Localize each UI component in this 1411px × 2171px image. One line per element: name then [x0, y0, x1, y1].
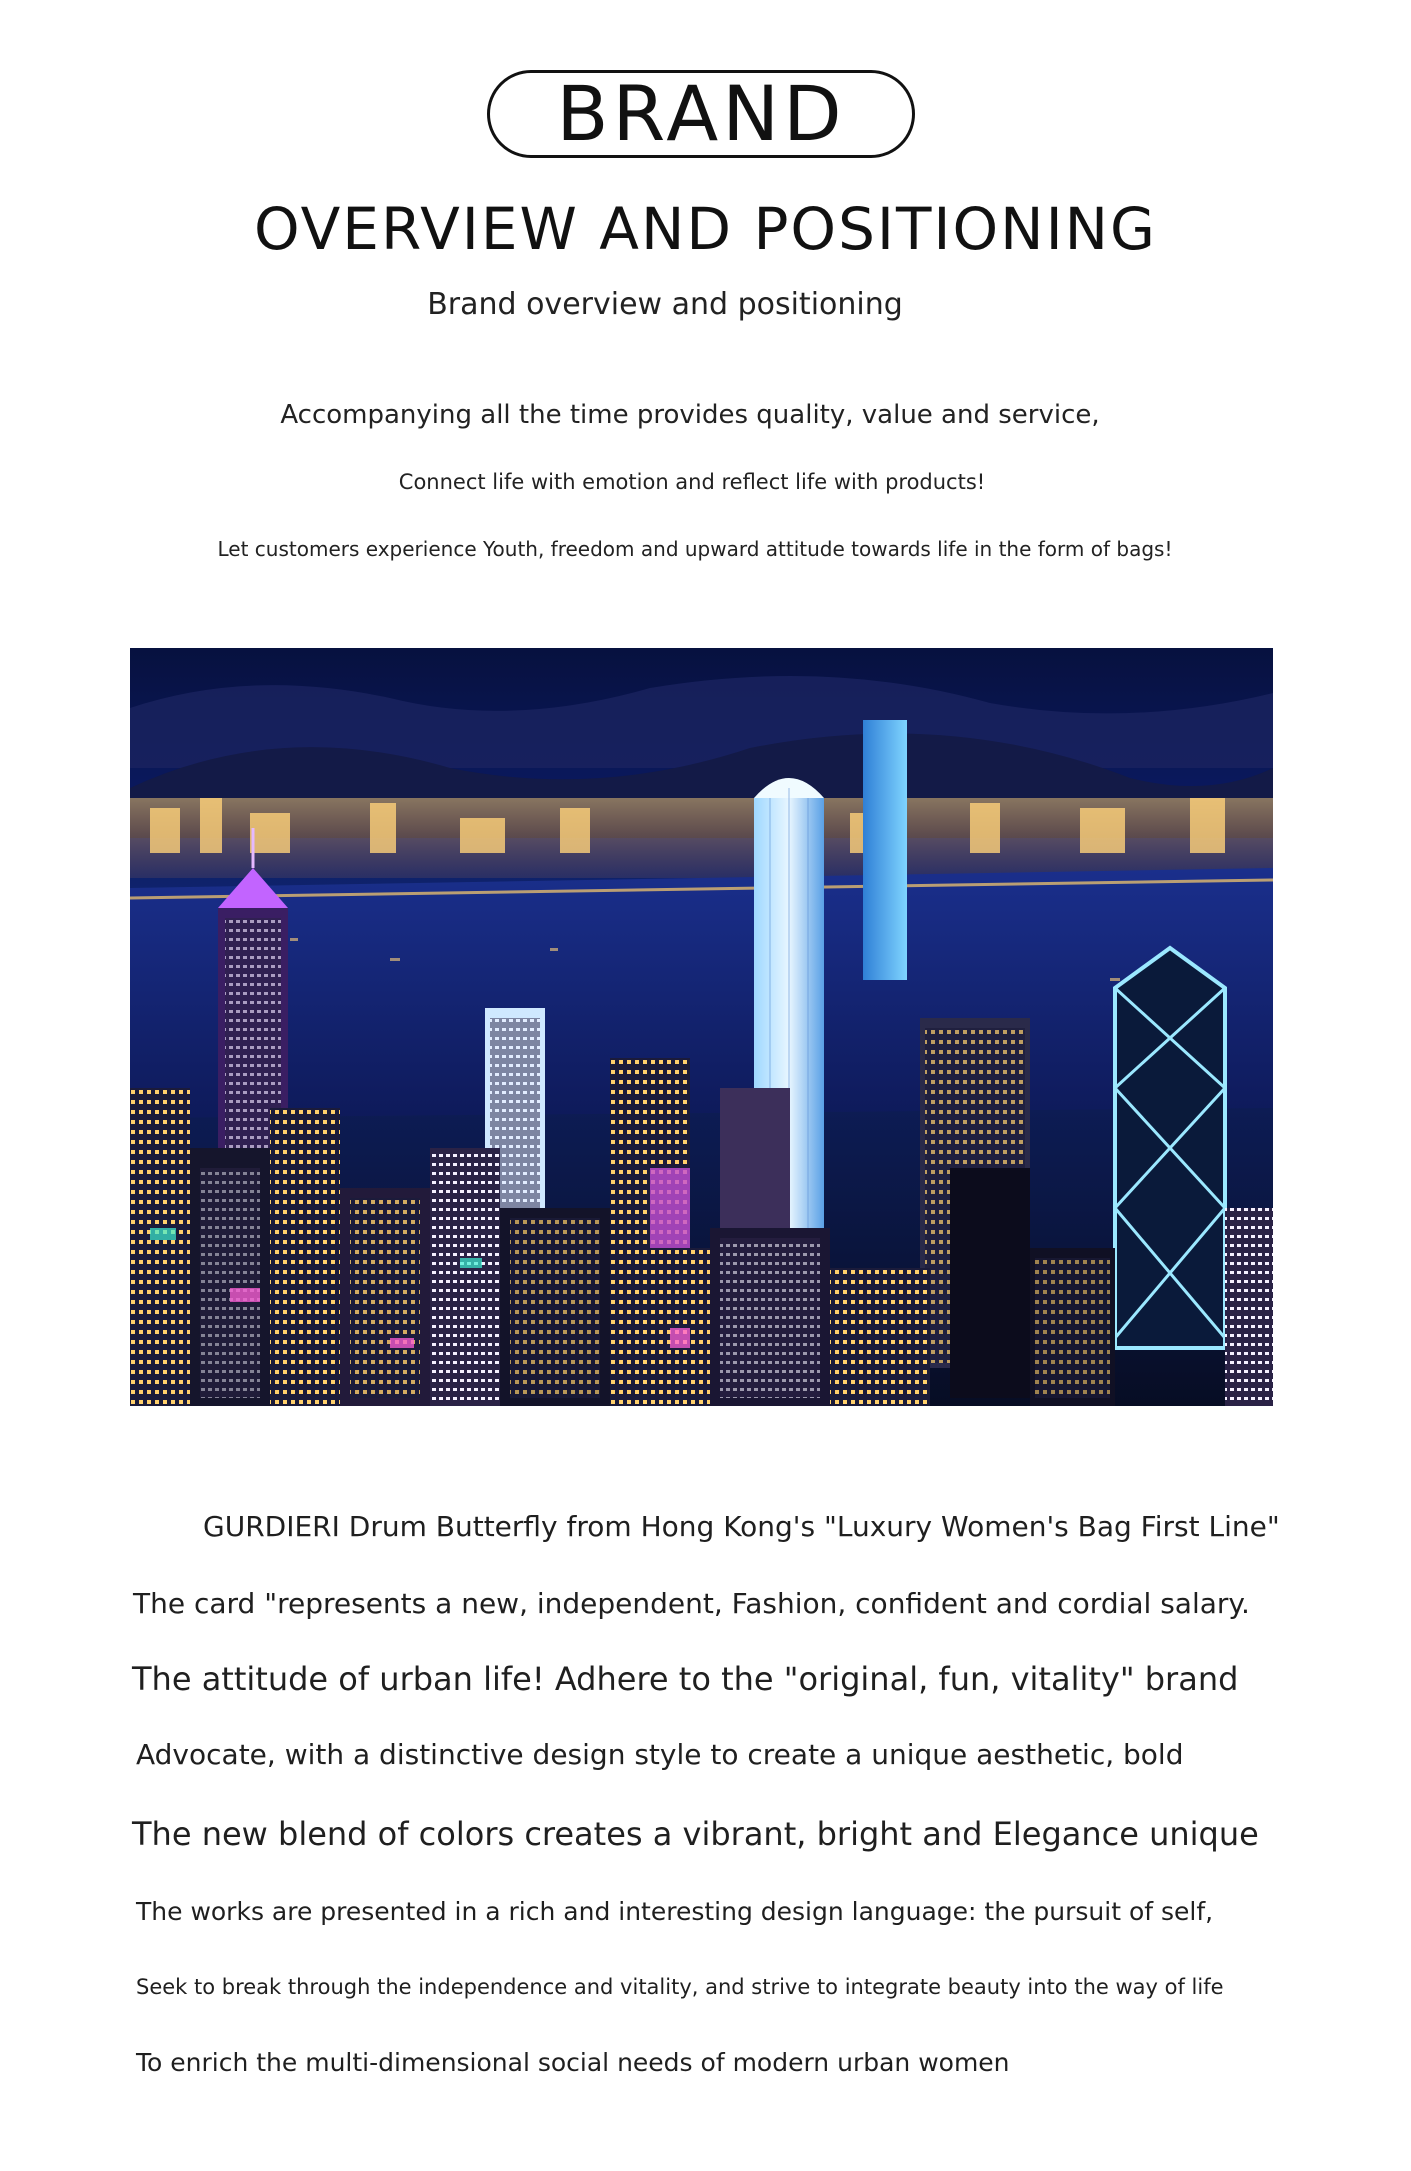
body-line-6: The works are presented in a rich and interesting design language: the pursuit of self, — [136, 1897, 1214, 1926]
body-line-7: Seek to break through the independence and vitality, and strive to integrate beauty into the way of life — [136, 1975, 1224, 1999]
intro-line-1: Accompanying all the time provides quality, value and service, — [280, 400, 1100, 430]
page-subtitle: Brand overview and positioning — [427, 287, 903, 322]
body-line-2: The card "represents a new, independent, Fashion, confident and cordial salary. — [133, 1587, 1250, 1620]
body-line-1: GURDIERI Drum Butterfly from Hong Kong's "Luxury Women's Bag First Line" — [203, 1510, 1280, 1543]
page-title: OVERVIEW AND POSITIONING — [253, 195, 1158, 263]
body-line-4: Advocate, with a distinctive design style to create a unique aesthetic, bold — [136, 1738, 1184, 1771]
intro-line-3: Let customers experience Youth, freedom and upward attitude towards life in the form of bags! — [217, 537, 1173, 561]
brand-badge-text: BRAND — [556, 69, 846, 158]
intro-line-2: Connect life with emotion and reflect life with products! — [398, 470, 986, 494]
body-line-5: The new blend of colors creates a vibrant, bright and Elegance unique — [132, 1815, 1259, 1853]
city-skyline-photo — [130, 648, 1273, 1406]
body-line-8: To enrich the multi-dimensional social needs of modern urban women — [136, 2048, 1010, 2077]
brand-badge — [487, 70, 915, 158]
body-line-3: The attitude of urban life! Adhere to the "original, fun, vitality" brand — [132, 1660, 1239, 1698]
city-skyline-illustration — [130, 648, 1273, 1406]
